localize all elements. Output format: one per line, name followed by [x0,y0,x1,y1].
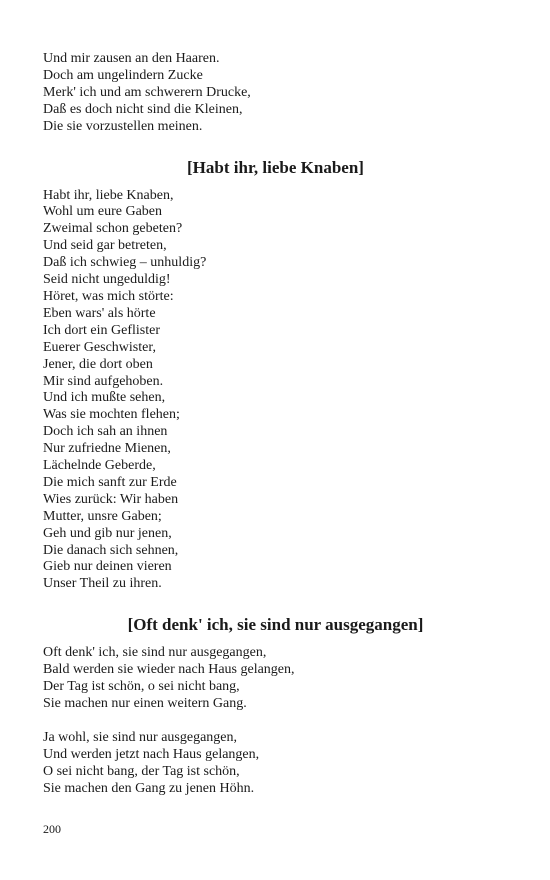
verse-line: Doch am ungelindern Zucke [43,67,203,83]
poem [43,645,508,797]
verse-line: O sei nicht bang, der Tag ist schön, [43,763,240,779]
verse-line: Ich dort ein Geflister [43,322,161,338]
verse-line: Zweimal schon gebeten? [43,221,183,237]
verse-line: Jener, die dort oben [43,356,153,372]
poem-continuation [43,51,508,136]
poem-title: [Habt ihr, liebe Knaben] [187,157,364,177]
verse-line: Oft denk' ich, sie sind nur ausgegangen, [43,645,267,661]
verse-line: Daß es doch nicht sind die Kleinen, [43,101,243,117]
verse-line: Doch ich sah an ihnen [43,424,168,440]
verse-line: Daß ich schwieg – unhuldig? [43,255,207,271]
verse-line: Und werden jetzt nach Haus gelangen, [43,746,260,762]
verse-line: Die sie vorzustellen meinen. [43,118,203,134]
verse-line: Ja wohl, sie sind nur ausgegangen, [43,729,238,745]
page-body [43,51,508,798]
verse-line: Höret, was mich störte: [43,288,174,304]
verse-line: Was sie mochten flehen; [43,407,180,423]
verse-line: Unser Theil zu ihren. [43,576,162,592]
poem [43,188,508,594]
stanza [43,645,508,713]
verse-line: Seid nicht ungeduldig! [43,272,171,288]
stanza [43,51,508,136]
verse-line: Die mich sanft zur Erde [43,474,177,490]
verse-line: Mutter, unsre Gaben; [43,508,162,524]
verse-line: Geh und gib nur jenen, [43,525,172,541]
verse-line: Die danach sich sehnen, [43,542,179,558]
verse-line: Und mir zausen an den Haaren. [43,51,220,66]
page-number: 200 [43,822,61,836]
verse-line: Mir sind aufgehoben. [43,373,164,389]
verse-line: Habt ihr, liebe Knaben, [43,187,174,203]
verse-line: Eben wars' als hörte [43,305,156,321]
verse-line: Nur zufriedne Mienen, [43,441,171,457]
verse-line: Und seid gar betreten, [43,238,167,254]
verse-line: Lächelnde Geberde, [43,458,156,474]
verse-line: Sie machen nur einen weitern Gang. [43,696,247,711]
verse-line: Bald werden sie wieder nach Haus gelangen, [43,662,295,678]
stanza [43,188,508,594]
poem-title: [Oft denk' ich, sie sind nur ausgegangen] [127,615,424,635]
verse-line: Wies zurück: Wir haben [43,491,179,507]
verse-line: Und ich mußte sehen, [43,390,166,406]
verse-line: Der Tag ist schön, o sei nicht bang, [43,679,240,695]
verse-line: Euerer Geschwister, [43,339,156,355]
verse-line: Merk' ich und am schwerern Drucke, [43,84,251,100]
verse-line: Sie machen den Gang zu jenen Höhn. [43,780,255,796]
verse-line: Gieb nur deinen vieren [43,559,172,575]
stanza [43,730,508,798]
verse-line: Wohl um eure Gaben [43,204,162,220]
